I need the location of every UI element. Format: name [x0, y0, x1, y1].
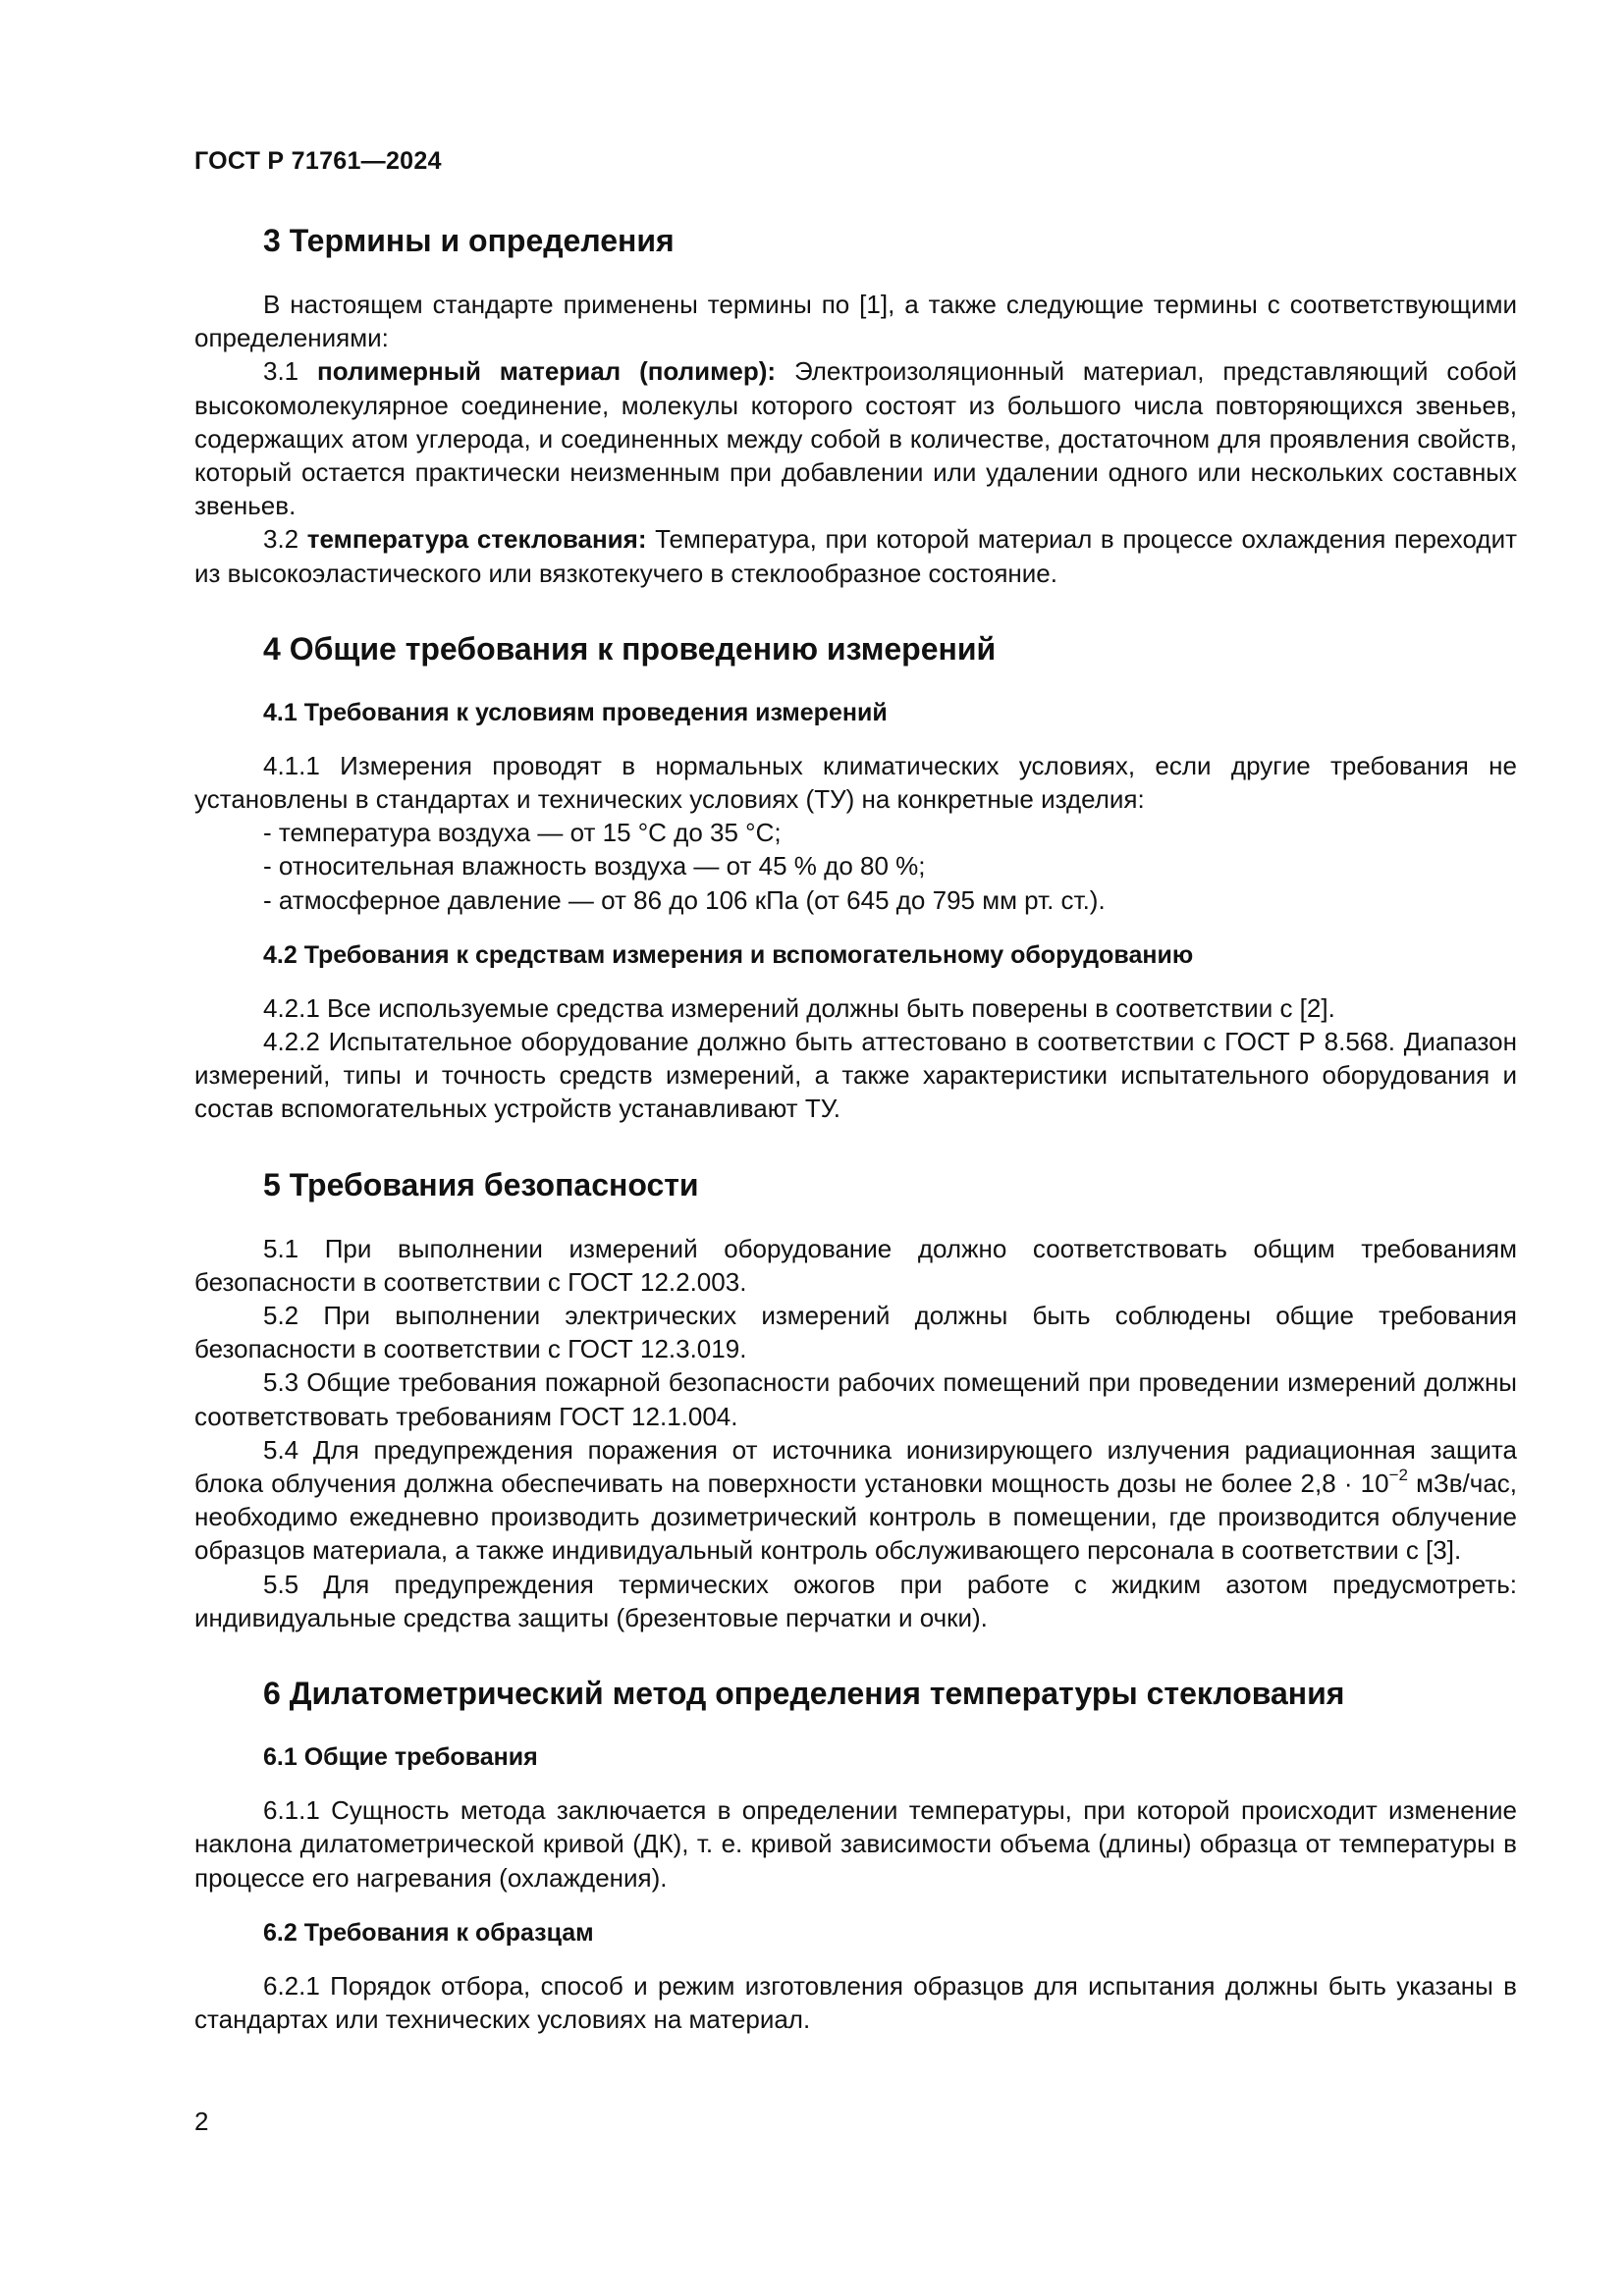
- conditions-list: [194, 816, 1517, 917]
- term-3-1-definition: Электроизоляционный материал, представляющий собой высокомолекулярное соединение, молекулы которого состоят из большого числа повторяющихся звеньев, содержащих атом углерода, и соединенных между собой в количестве, достаточном для проявления свойств, который остается практически неизменным при добавлении или удалении одного или нескольких составных звеньев.: [194, 356, 1517, 521]
- document-header: ГОСТ Р 71761—2024: [194, 147, 442, 175]
- paragraph-5-5: 5.5 Для предупреждения термических ожогов при работе с жидким азотом предусмотреть: индивидуальные средства защиты (брезентовые перчатки и очки).: [194, 1569, 1517, 1632]
- exponent: −2: [1388, 1466, 1408, 1485]
- subsection-6-2-title: 6.2 Требования к образцам: [263, 1918, 594, 1947]
- term-3-1-number: 3.1: [263, 356, 318, 387]
- term-3-1-name: полимерный материал (полимер):: [317, 356, 777, 387]
- paragraph-5-3: 5.3 Общие требования пожарной безопасности рабочих помещений при проведении измерений должны соответствовать требованиям ГОСТ 12.1.004.: [194, 1367, 1517, 1431]
- paragraph-6-2-1: 6.2.1 Порядок отбора, способ и режим изготовления образцов для испытания должны быть указаны в стандартах или технических условиях на материал.: [194, 1970, 1517, 2034]
- term-3-1: [194, 354, 1517, 522]
- paragraph-5-2: 5.2 При выполнении электрических измерений должны быть соблюдены общие требования безопасности в соответствии с ГОСТ 12.3.019.: [194, 1301, 1517, 1364]
- subsection-4-2-title: 4.2 Требования к средствам измерения и вспомогательному оборудованию: [263, 940, 1194, 969]
- page-number: 2: [194, 2107, 209, 2136]
- paragraph-5-4-part-a: 5.4 Для предупреждения поражения от источника ионизирующего излучения радиационная защита блока облучения должна обеспечивать на поверхности установки мощность дозы не более 2,8 · 10: [194, 1434, 1517, 1499]
- subsection-4-1-title: 4.1 Требования к условиям проведения измерений: [263, 698, 888, 726]
- term-3-2-number: 3.2: [263, 524, 307, 555]
- list-item: - температура воздуха — от 15 °С до 35 °С;: [263, 816, 1517, 849]
- section-3-title: 3 Термины и определения: [263, 223, 675, 258]
- paragraph-5-1: 5.1 При выполнении измерений оборудование должно соответствовать общим требованиям безопасности в соответствии с ГОСТ 12.2.003.: [194, 1233, 1517, 1297]
- term-3-2-definition: Температура, при которой материал в процессе охлаждения переходит из высокоэластического или вязкотекучего в стеклообразное состояние.: [194, 524, 1518, 588]
- list-item: - атмосферное давление — от 86 до 106 кПа (от 645 до 795 мм рт. ст.).: [263, 883, 1517, 917]
- paragraph-4-2-2: 4.2.2 Испытательное оборудование должно быть аттестовано в соответствии с ГОСТ Р 8.568. Диапазон измерений, типы и точность средств измерений, а также характеристики испытательного оборудования и состав вспомогательных устройств устанавливают ТУ.: [194, 1027, 1517, 1124]
- paragraph-5-4: [194, 1433, 1517, 1568]
- section-6-title: 6 Дилатометрический метод определения температуры стеклования: [263, 1676, 1345, 1712]
- subsection-6-1-title: 6.1 Общие требования: [263, 1743, 538, 1772]
- list-item: - относительная влажность воздуха — от 45 % до 80 %;: [263, 849, 1517, 882]
- term-3-2-name: температура стеклования:: [306, 524, 647, 555]
- section-4-title: 4 Общие требования к проведению измерений: [263, 630, 997, 667]
- term-3-2: [194, 522, 1517, 589]
- paragraph-4-1-1: 4.1.1 Измерения проводят в нормальных климатических условиях, если другие требования не установлены в стандартах и технических условиях (ТУ) на конкретные изделия:: [194, 750, 1517, 815]
- section-5-title: 5 Требования безопасности: [263, 1166, 699, 1202]
- document-page: [194, 147, 1517, 2036]
- paragraph-4-2-1: 4.2.1 Все используемые средства измерений должны быть поверены в соответствии с [2].: [263, 992, 1335, 1023]
- section-3-intro: В настоящем стандарте применены термины по [1], а также следующие термины с соответствующими определениями:: [194, 290, 1517, 353]
- paragraph-5-4-part-b: мЗв/час, необходимо ежедневно производить дозиметрический контроль в помещении, где производится облучение образцов материала, а также индивидуальный контроль обслуживающего персонала в соответствии с [3].: [194, 1468, 1517, 1566]
- paragraph-6-1-1: 6.1.1 Сущность метода заключается в определении температуры, при которой происходит изменение наклона дилатометрической кривой (ДК), т. е. кривой зависимости объема (длины) образца от температуры в процессе его нагревания (охлаждения).: [194, 1795, 1517, 1893]
